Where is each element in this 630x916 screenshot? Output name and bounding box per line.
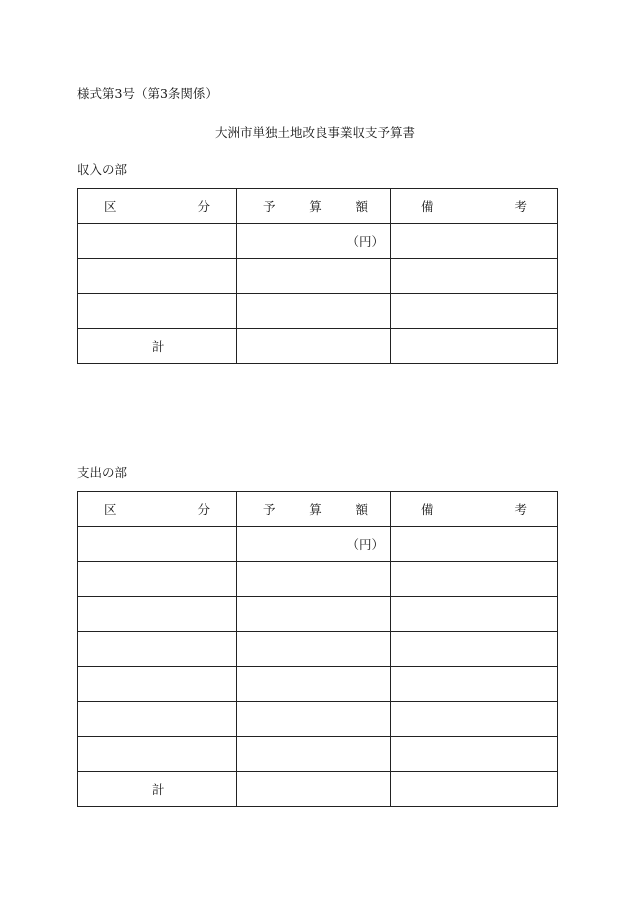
table-row [78, 527, 558, 562]
table-row [78, 294, 558, 329]
expense-section-label: 支出の部 [77, 465, 128, 480]
remarks-cell[interactable] [391, 597, 558, 632]
remarks-cell[interactable] [391, 667, 558, 702]
amount-cell[interactable] [237, 702, 391, 737]
income-header-row [78, 189, 558, 224]
total-row [78, 772, 558, 807]
table-row [78, 597, 558, 632]
table-row [78, 702, 558, 737]
amount-cell[interactable] [237, 562, 391, 597]
remarks-cell[interactable] [391, 294, 558, 329]
amount-cell[interactable] [237, 294, 391, 329]
header-category: 区 分 [78, 492, 237, 527]
amount-cell[interactable] [237, 667, 391, 702]
table-row [78, 224, 558, 259]
amount-cell[interactable] [237, 632, 391, 667]
document-title: 大洲市単独土地改良事業収支予算書 [214, 125, 415, 140]
form-number: 様式第3号（第3条関係） [77, 86, 218, 101]
amount-cell[interactable] [237, 597, 391, 632]
expense-header-row [78, 492, 558, 527]
category-cell[interactable] [78, 597, 237, 632]
remarks-cell[interactable] [391, 329, 558, 364]
income-section-label: 収入の部 [77, 162, 128, 177]
table-row [78, 737, 558, 772]
remarks-cell[interactable] [391, 772, 558, 807]
header-budget-amount: 予 算 額 [237, 189, 391, 224]
remarks-cell[interactable] [391, 259, 558, 294]
category-cell[interactable] [78, 527, 237, 562]
total-label: 計 [78, 772, 237, 807]
unit-label: （円） [237, 527, 391, 562]
amount-cell[interactable] [237, 259, 391, 294]
income-table [77, 188, 558, 364]
remarks-cell[interactable] [391, 562, 558, 597]
total-label: 計 [78, 329, 237, 364]
remarks-cell[interactable] [391, 224, 558, 259]
table-row [78, 259, 558, 294]
category-cell[interactable] [78, 224, 237, 259]
header-remarks: 備 考 [391, 492, 558, 527]
table-row [78, 562, 558, 597]
header-category: 区 分 [78, 189, 237, 224]
remarks-cell[interactable] [391, 632, 558, 667]
header-budget-amount: 予 算 額 [237, 492, 391, 527]
amount-cell[interactable] [237, 737, 391, 772]
total-amount-cell[interactable] [237, 772, 391, 807]
category-cell[interactable] [78, 667, 237, 702]
table-row [78, 667, 558, 702]
category-cell[interactable] [78, 737, 237, 772]
remarks-cell[interactable] [391, 527, 558, 562]
table-row [78, 632, 558, 667]
category-cell[interactable] [78, 562, 237, 597]
remarks-cell[interactable] [391, 702, 558, 737]
category-cell[interactable] [78, 702, 237, 737]
expense-table [77, 491, 558, 807]
remarks-cell[interactable] [391, 737, 558, 772]
category-cell[interactable] [78, 259, 237, 294]
header-remarks: 備 考 [391, 189, 558, 224]
total-amount-cell[interactable] [237, 329, 391, 364]
category-cell[interactable] [78, 294, 237, 329]
total-row [78, 329, 558, 364]
category-cell[interactable] [78, 632, 237, 667]
unit-label: （円） [237, 224, 391, 259]
